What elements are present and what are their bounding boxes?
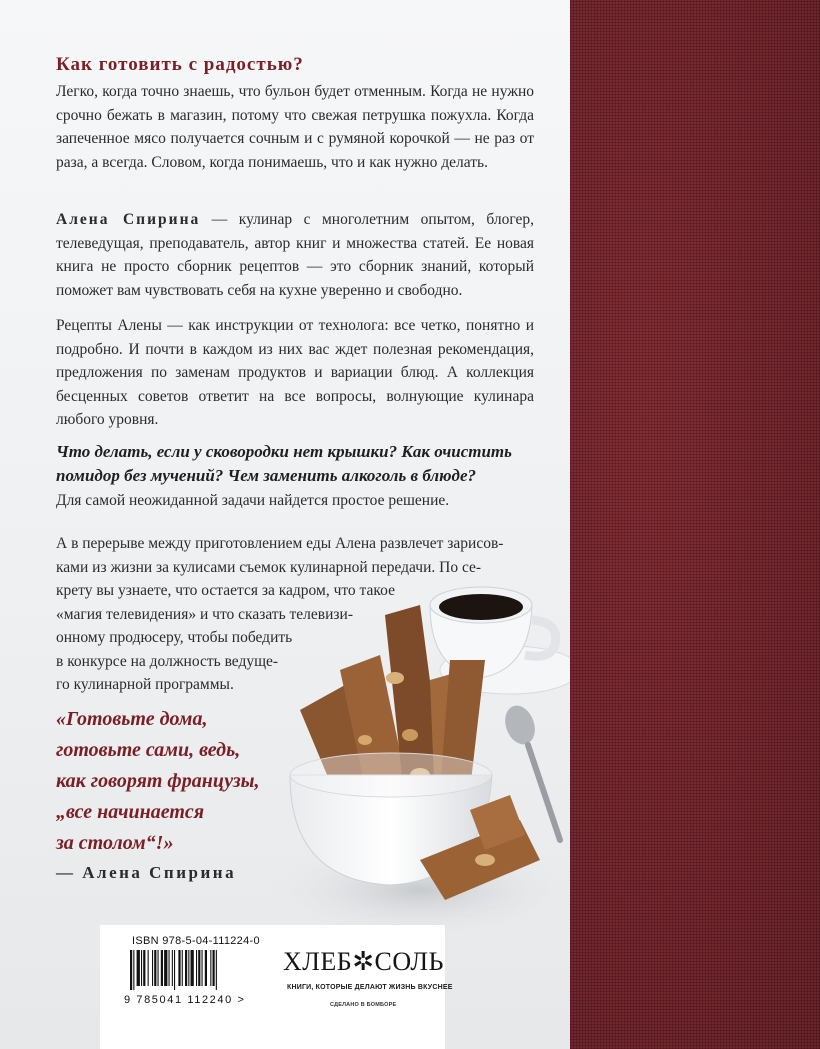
barcode-bar — [137, 950, 140, 986]
barcode-bar — [202, 950, 203, 986]
barcode-bar — [152, 950, 153, 986]
pull-quote — [56, 704, 260, 859]
section-heading: Как готовить с радостью? — [56, 54, 304, 75]
publisher-logo: ХЛЕБ✲СОЛЬ — [283, 947, 444, 976]
quote-line: как говорят французы, — [56, 770, 260, 792]
barcode-bar — [148, 950, 149, 986]
quote-line: за столом“!» — [56, 832, 174, 854]
barcode-bar — [154, 950, 156, 986]
barcode-bar — [196, 950, 197, 986]
barcode-bar — [164, 950, 167, 986]
author-paragraph — [56, 208, 534, 302]
backstage-line: ками из жизни за кулисами съемок кулинарной передачи. По се- — [56, 558, 482, 576]
isbn-number: ISBN 978-5-04-111224-0 — [132, 935, 260, 947]
solution-paragraph: Для самой неожиданной задачи найдется простое решение. — [56, 492, 450, 509]
barcode-bar — [169, 950, 170, 986]
barcode-bar — [216, 950, 217, 990]
cloth-spine-texture — [570, 0, 820, 1049]
backstage-line: «магия телевидения» и что сказать телевизи- — [56, 605, 353, 623]
quote-author: — Алена Спирина — [56, 863, 237, 882]
backstage-line: А в перерыве между приготовлением еды Алена развлечет зарисов- — [56, 535, 504, 552]
backstage-line: онному продюсеру, чтобы победить — [56, 629, 293, 646]
quote-line: «Готовьте дома, — [56, 708, 208, 730]
barcode-bar — [130, 950, 132, 990]
author-name: Алена Спирина — [56, 211, 201, 228]
barcode-bar — [191, 950, 194, 986]
barcode-bar — [178, 950, 180, 986]
barcode-image — [128, 950, 268, 990]
barcode-bar — [172, 950, 173, 986]
backstage-line: го кулинарной программы. — [56, 676, 234, 693]
backstage-paragraph — [56, 532, 526, 697]
backstage-line: в конкурсе на должность ведуще- — [56, 652, 279, 670]
barcode-bar — [133, 950, 134, 990]
barcode-bar — [188, 950, 189, 986]
barcode-bar — [174, 950, 175, 990]
barcode-bar — [213, 950, 215, 986]
barcode-bar — [185, 950, 187, 986]
barcode-bar — [143, 950, 145, 986]
quote-line: „все начинается — [56, 801, 205, 823]
barcode-bar — [158, 950, 159, 986]
backstage-line: крету вы узнаете, что остается за кадром, что такое — [56, 582, 395, 599]
quote-line: готовьте сами, ведь, — [56, 739, 241, 761]
barcode-bar — [210, 950, 211, 986]
author-description: — кулинар с многолетним опытом, блогер, телеведущая, преподаватель, автор книг и множества статей. Ее новая книга не просто сборник рецептов — это сборник знаний, который поможет вам чувствовать себя на кухне уверенно и свободно. — [56, 211, 534, 299]
publisher-imprint: СДЕЛАНО В БОМБОРЕ — [330, 1002, 397, 1008]
intro-paragraph: Легко, когда точно знаешь, что бульон будет отменным. Когда не нужно срочно бежать в магазин, потому что свежая петрушка пожухла. Когда запеченное мясо получается сочным и с румяной корочкой — не раз от раза, а всегда. Словом, когда понимаешь, что и как нужно делать. — [56, 83, 534, 171]
barcode-bar — [141, 950, 142, 986]
barcode-bar — [182, 950, 183, 986]
questions-highlight: Что делать, если у сковородки нет крышки? Как очистить помидор без мучений? Чем заменить алкоголь в блюде? — [56, 442, 512, 485]
barcode-bar — [198, 950, 200, 986]
publisher-tagline: КНИГИ, КОТОРЫЕ ДЕЛАЮТ ЖИЗНЬ ВКУСНЕЕ — [287, 984, 453, 991]
recipes-paragraph: Рецепты Алены — как инструкции от технолога: все четко, понятно и подробно. И почти в каждом из них вас ждет полезная рекомендация, предложения по заменам продуктов и вариации блюд. А коллекция бесценных советов ответит на все вопросы, волнующие кулинара любого уровня. — [56, 317, 534, 428]
barcode-bar — [161, 950, 163, 986]
barcode-bar — [205, 950, 207, 986]
barcode-digits: 9 785041 112240 > — [124, 994, 246, 1006]
